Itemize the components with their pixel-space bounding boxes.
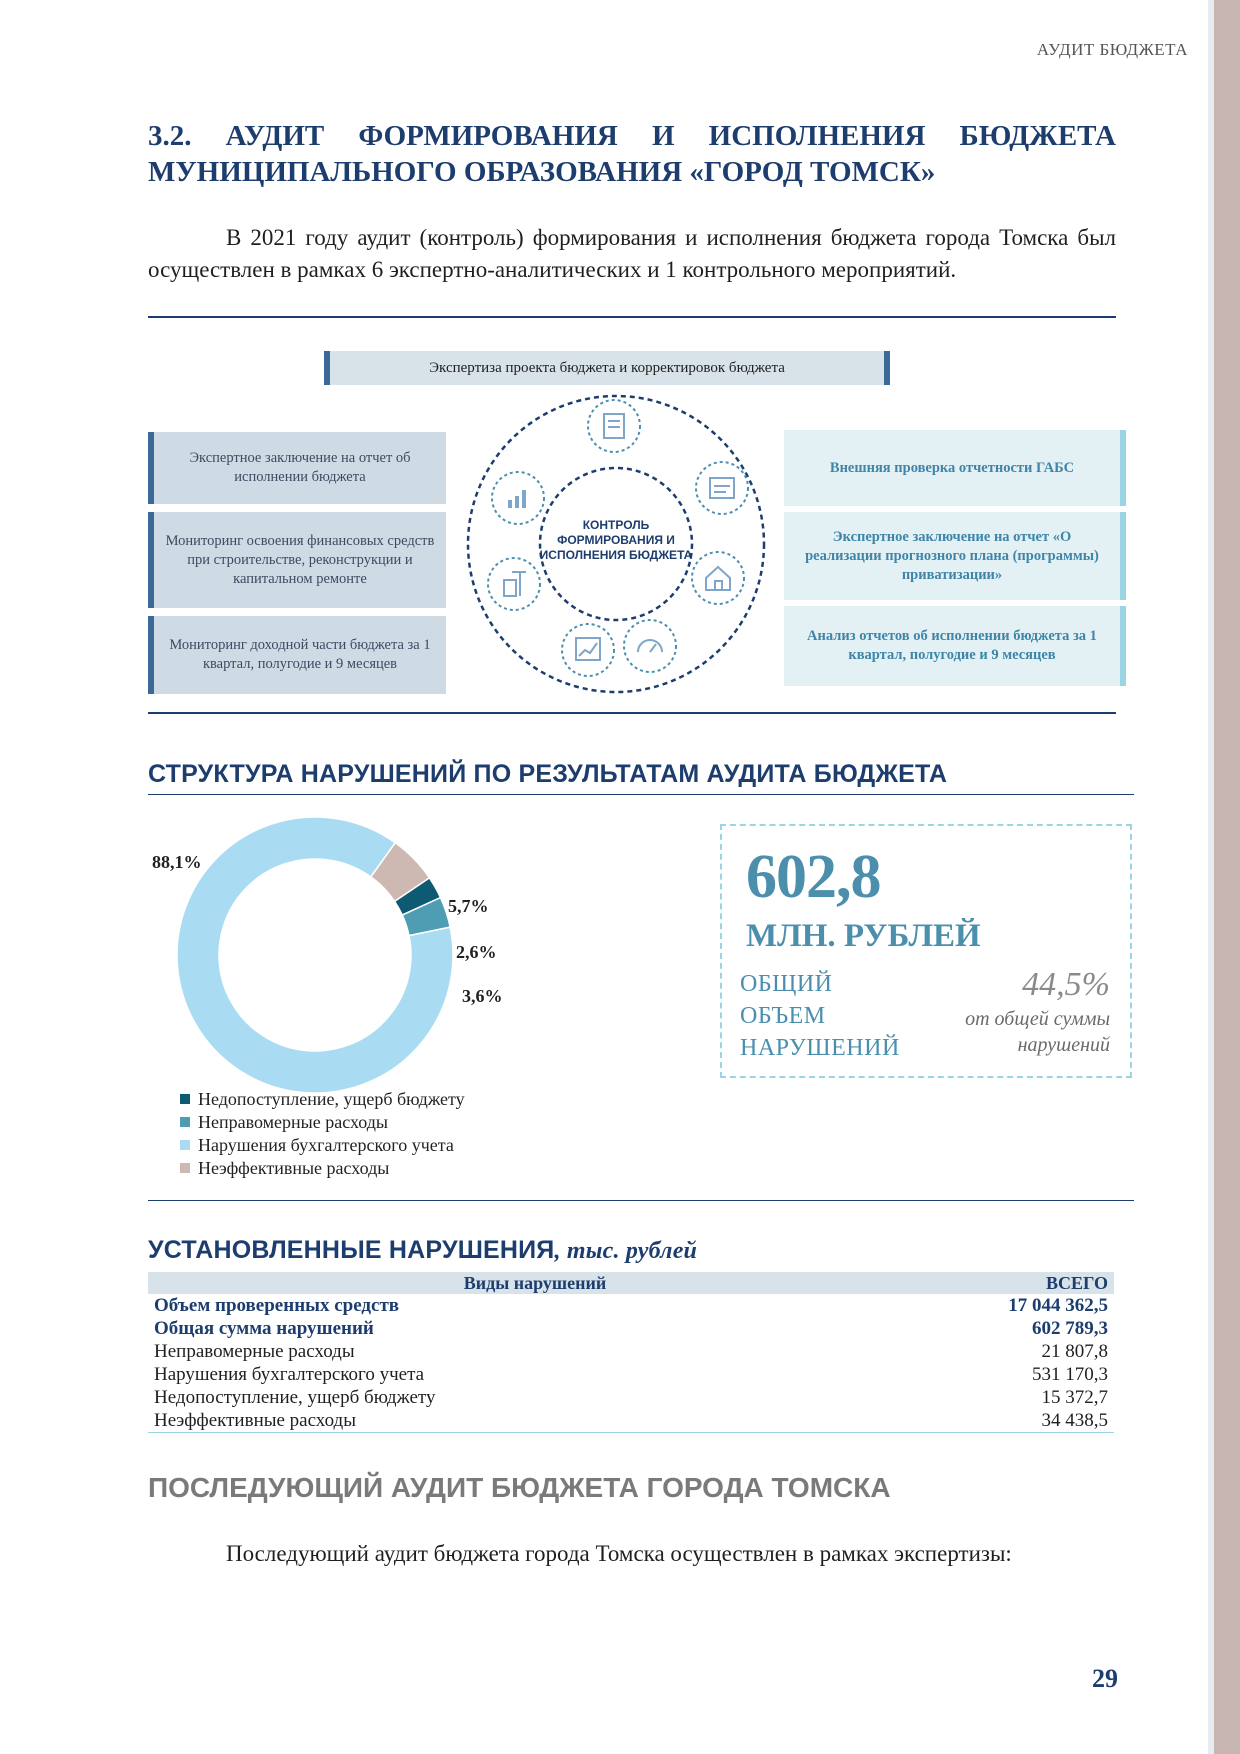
building-crane-icon (486, 556, 542, 617)
table-header-type: Виды нарушений (148, 1272, 922, 1294)
followup-paragraph: Последующий аудит бюджета города Томска осуществлен в рамках экспертизы: (226, 1541, 1012, 1566)
house-icon (690, 550, 746, 611)
table-row (148, 1294, 1114, 1317)
table-cell-name: Неэффективные расходы (148, 1409, 922, 1433)
table-row (148, 1409, 1114, 1433)
table-row (148, 1340, 1114, 1363)
report-icon (694, 460, 750, 521)
table-cell-name: Общая сумма нарушений (154, 1318, 374, 1339)
kpi-share-label-line: нарушений (1017, 1034, 1110, 1056)
table-cell-value: 531 170,3 (1032, 1364, 1108, 1385)
pie-label-shortfall: 2,6% (456, 942, 497, 962)
table-row (148, 1363, 1114, 1386)
diagram-right-box-2: Экспертное заключение на отчет «О реализации прогнозного плана (программы) приватизации» (784, 512, 1126, 600)
legend-swatch (180, 1094, 190, 1104)
document-stack-icon (586, 398, 642, 459)
legend-swatch (180, 1117, 190, 1127)
pie-label-unlawful: 3,6% (462, 986, 503, 1006)
diagram-right-box-1: Внешняя проверка отчетности ГАБС (784, 430, 1126, 506)
violations-title (148, 1236, 697, 1265)
legend-swatch (180, 1163, 190, 1173)
kpi-label-line: НАРУШЕНИЙ (740, 1035, 900, 1061)
kpi-share: 44,5% (1022, 966, 1110, 1003)
kpi-label-line: ОБЩИЙ (740, 971, 833, 997)
pie-label-accounting: 88,1% (152, 852, 202, 872)
legend-label: Недопоступление, ущерб бюджету (198, 1089, 465, 1109)
table-cell-name: Нарушения бухгалтерского учета (154, 1364, 425, 1385)
kpi-unit: МЛН. РУБЛЕЙ (746, 918, 981, 954)
violations-title-text: УСТАНОВЛЕННЫЕ НАРУШЕНИЯ (148, 1236, 555, 1264)
legend-label: Неэффективные расходы (198, 1158, 390, 1178)
kpi-share-label (910, 1006, 1110, 1058)
section-title (148, 118, 1116, 190)
divider (148, 316, 1116, 318)
section-title-line1: 3.2. АУДИТ ФОРМИРОВАНИЯ И ИСПОЛНЕНИЯ БЮДЖЕТА (148, 120, 1116, 152)
diagram-left-box-3: Мониторинг доходной части бюджета за 1 квартал, полугодие и 9 месяцев (148, 616, 446, 694)
diagram-center-label: КОНТРОЛЬ ФОРМИРОВАНИЯ И ИСПОЛНЕНИЯ БЮДЖЕТА (539, 518, 693, 562)
table-cell-value: 34 438,5 (922, 1409, 1114, 1433)
table-header-total: ВСЕГО (922, 1272, 1114, 1294)
legend-item (180, 1134, 454, 1157)
running-header: АУДИТ БЮДЖЕТА (1036, 40, 1188, 59)
intro-paragraph: В 2021 году аудит (контроль) формирования и исполнения бюджета города Томска был осуществлен в рамках 6 экспертно-аналитических и 1 контрольного мероприятий. (148, 225, 1116, 282)
table-cell-value: 15 372,7 (1041, 1387, 1108, 1408)
table-cell-value: 21 807,8 (1041, 1341, 1108, 1362)
legend-swatch (180, 1140, 190, 1150)
structure-title-underline (148, 794, 1134, 795)
structure-title: СТРУКТУРА НАРУШЕНИЙ ПО РЕЗУЛЬТАТАМ АУДИТА БЮДЖЕТА (148, 760, 948, 788)
violations-table (148, 1272, 1114, 1433)
kpi-label-line: ОБЪЕМ (740, 1003, 826, 1029)
legend-item (180, 1111, 388, 1134)
table-header-row (148, 1272, 1114, 1294)
violations-title-unit: , тыс. рублей (554, 1238, 698, 1264)
chart-board-icon (560, 622, 616, 683)
kpi-value: 602,8 (746, 843, 881, 911)
section-title-line2: МУНИЦИПАЛЬНОГО ОБРАЗОВАНИЯ «ГОРОД ТОМСК» (148, 156, 936, 188)
diagram-top-box: Экспертиза проекта бюджета и корректировок бюджета (324, 351, 890, 385)
table-cell-value: 602 789,3 (1032, 1318, 1108, 1339)
pie-label-inefficient: 5,7% (448, 896, 489, 916)
legend-item (180, 1088, 465, 1111)
diagram-divider (148, 712, 1116, 714)
legend-label: Нарушения бухгалтерского учета (198, 1135, 454, 1155)
table-row (148, 1386, 1114, 1409)
table-cell-name: Недопоступление, ущерб бюджету (154, 1387, 436, 1408)
margin-strip (1214, 0, 1240, 1754)
diagram-left-box-2: Мониторинг освоения финансовых средств при строительстве, реконструкции и капитальном ремонте (148, 512, 446, 608)
structure-divider (148, 1200, 1134, 1201)
table-cell-value: 17 044 362,5 (1008, 1295, 1108, 1316)
table-row (148, 1317, 1114, 1340)
legend-label: Неправомерные расходы (198, 1112, 389, 1132)
donut-chart (170, 810, 460, 1100)
diagram-right-box-3: Анализ отчетов об исполнении бюджета за 1 квартал, полугодие и 9 месяцев (784, 606, 1126, 686)
page-number: 29 (1092, 1664, 1118, 1693)
followup-title: ПОСЛЕДУЮЩИЙ АУДИТ БЮДЖЕТА ГОРОДА ТОМСКА (148, 1472, 891, 1503)
legend-item (180, 1157, 389, 1180)
table-cell-name: Неправомерные расходы (154, 1341, 355, 1362)
growth-chart-icon (490, 470, 546, 531)
diagram-left-box-1: Экспертное заключение на отчет об исполнении бюджета (148, 432, 446, 504)
kpi-share-label-line: от общей суммы (965, 1008, 1110, 1030)
kpi-label (740, 968, 900, 1064)
speedometer-icon (622, 618, 678, 679)
table-cell-name: Объем проверенных средств (154, 1295, 400, 1316)
